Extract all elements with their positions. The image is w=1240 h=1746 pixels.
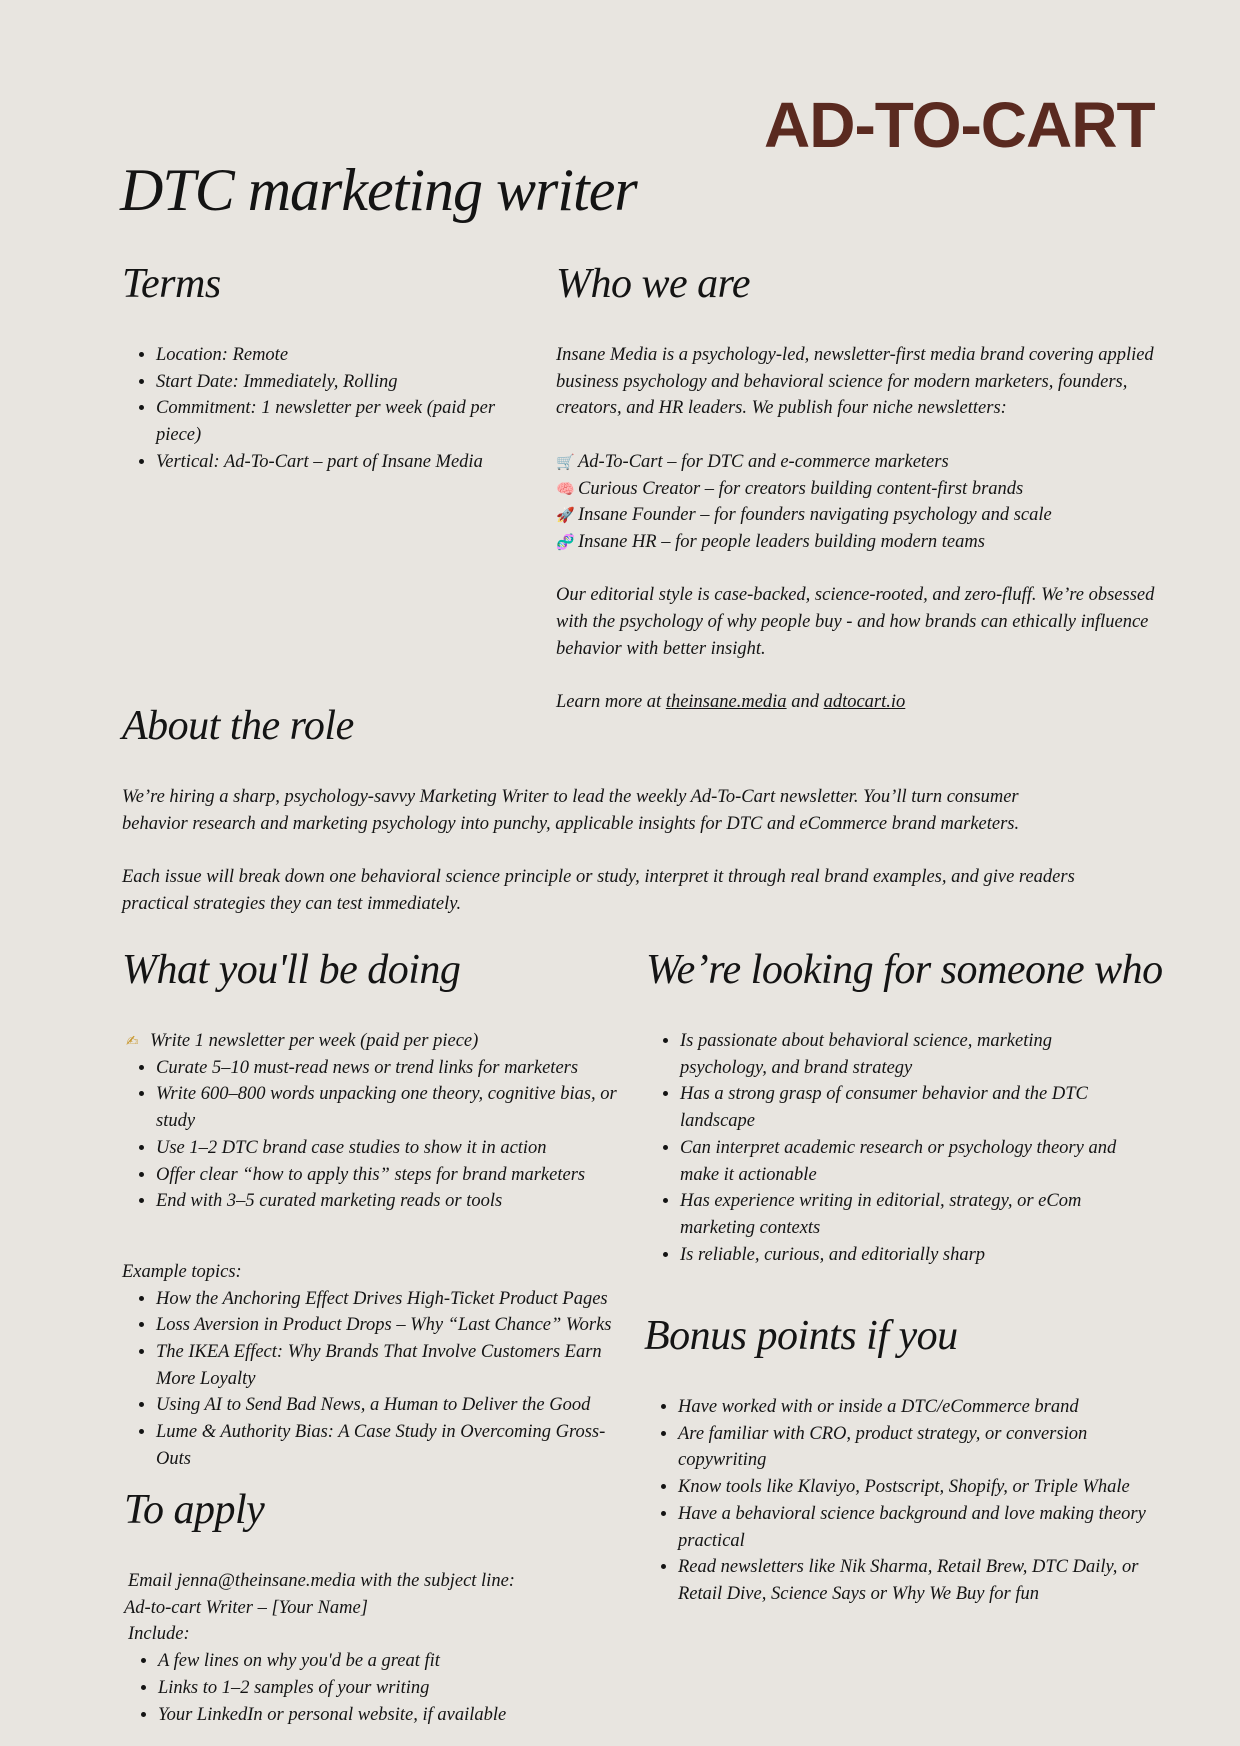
about-paragraph: Each issue will break down one behavioral science principle or study, interpret it through real brand examples, and give readers practical strategies they can test immediately.	[122, 867, 1075, 914]
bonus-item: • Know tools like Klaviyo, Postscript, Shopify, or Triple Whale	[678, 1474, 1148, 1501]
doing-lead-text: Write 1 newsletter per week (paid per piece)	[150, 1031, 479, 1051]
looking-item: • Is reliable, curious, and editorially sharp	[680, 1242, 1120, 1269]
apply-list	[124, 1648, 644, 1728]
about-paragraph: We’re hiring a sharp, psychology-savvy Marketing Writer to lead the weekly Ad-To-Cart newsletter. You’ll turn consumer behavior research and marketing psychology into punchy, applicable insights for DTC and eCommerce brand marketers.	[122, 787, 1020, 834]
bonus-item: • Read newsletters like Nik Sharma, Retail Brew, DTC Daily, or Retail Dive, Science Says or Why We Buy for fun	[678, 1554, 1148, 1607]
rocket-icon: 🚀	[556, 506, 575, 525]
doing-item: • Curate 5–10 must-read news or trend links for marketers	[156, 1055, 622, 1082]
terms-item: • Commitment: 1 newsletter per week (paid per piece)	[156, 395, 542, 448]
doing-list	[122, 1055, 622, 1215]
topic-item: • The IKEA Effect: Why Brands That Involve Customers Earn More Loyalty	[156, 1339, 622, 1392]
about-heading: About the role	[122, 703, 354, 749]
looking-item: • Has a strong grasp of consumer behavior and the DTC landscape	[680, 1081, 1120, 1134]
apply-heading: To apply	[124, 1487, 265, 1533]
doing-item: • Use 1–2 DTC brand case studies to show it in action	[156, 1135, 622, 1162]
topics-label: Example topics:	[122, 1261, 242, 1282]
apply-email-line: Email jenna@theinsane.media with the subject line:	[128, 1571, 515, 1591]
apply-include-label: Include:	[128, 1624, 190, 1645]
terms-heading: Terms	[122, 261, 221, 307]
topic-item: • Loss Aversion in Product Drops – Why “Last Chance” Works	[156, 1312, 622, 1339]
looking-section	[646, 944, 1163, 1268]
terms-item: • Location: Remote	[156, 342, 542, 369]
bonus-list	[644, 1394, 1148, 1608]
topic-item: • How the Anchoring Effect Drives High-Ticket Product Pages	[156, 1286, 622, 1313]
apply-item: • Your LinkedIn or personal website, if available	[158, 1702, 644, 1729]
terms-item: • Vertical: Ad-To-Cart – part of Insane Media	[156, 449, 542, 476]
bonus-heading: Bonus points if you	[644, 1313, 958, 1359]
looking-item: • Is passionate about behavioral science, marketing psychology, and brand strategy	[680, 1028, 1120, 1081]
bonus-item: • Have worked with or inside a DTC/eCommerce brand	[678, 1394, 1148, 1421]
doing-item: • Write 600–800 words unpacking one theory, cognitive bias, or study	[156, 1081, 622, 1134]
doing-item: • End with 3–5 curated marketing reads or tools	[156, 1188, 622, 1215]
apply-item: • A few lines on why you'd be a great fit	[158, 1648, 644, 1675]
doing-lead	[122, 1028, 622, 1055]
doing-item: • Offer clear “how to apply this” steps for brand marketers	[156, 1162, 622, 1189]
apply-section	[124, 1484, 644, 1728]
looking-heading: We’re looking for someone who	[646, 947, 1163, 993]
topic-item: • Lume & Authority Bias: A Case Study in Overcoming Gross-Outs	[156, 1419, 622, 1472]
newsletter-item	[556, 449, 1176, 476]
doing-heading: What you'll be doing	[122, 947, 461, 993]
looking-item: • Has experience writing in editorial, strategy, or eCom marketing contexts	[680, 1188, 1120, 1241]
newsletter-text: Curious Creator – for creators building content-first brands	[578, 478, 1024, 499]
terms-section	[122, 258, 542, 476]
theinsane-media-link[interactable]: theinsane.media	[665, 692, 787, 713]
newsletter-item	[556, 502, 1176, 529]
looking-list	[646, 1028, 1120, 1268]
newsletter-text: Insane HR – for people leaders building modern teams	[578, 531, 985, 552]
apply-subject-line: Ad-to-cart Writer – [Your Name]	[124, 1597, 368, 1618]
adtocart-link[interactable]: adtocart.io	[823, 692, 906, 713]
cart-icon: 🛒	[556, 452, 575, 471]
editorial-style-text: Our editorial style is case-backed, science-rooted, and zero-fluff. We’re obsessed with the psychology of why people buy - and how brands can ethically influence behavior with better insight.	[556, 585, 1155, 659]
who-we-are-intro: Insane Media is a psychology-led, newsletter-first media brand covering applied business psychology and behavioral science for modern marketers, founders, creators, and HR leaders. We publish four niche newsletters:	[556, 345, 1154, 419]
newsletter-item	[556, 529, 1176, 556]
newsletter-text: Ad-To-Cart – for DTC and e-commerce marketers	[578, 451, 949, 472]
brain-icon: 🧠	[556, 479, 575, 498]
about-section	[122, 700, 1082, 918]
bonus-item: • Are familiar with CRO, product strategy, or conversion copywriting	[678, 1421, 1148, 1474]
brand-logo: AD-TO-CART	[764, 89, 1155, 161]
apply-item: • Links to 1–2 samples of your writing	[158, 1675, 644, 1702]
writing-hand-icon: ✍	[126, 1032, 139, 1050]
learn-more-prefix: Learn more at	[556, 692, 666, 713]
newsletter-text: Insane Founder – for founders navigating psychology and scale	[578, 505, 1052, 526]
who-we-are-section	[556, 258, 1176, 716]
topic-item: • Using AI to Send Bad News, a Human to Deliver the Good	[156, 1392, 622, 1419]
newsletter-item	[556, 476, 1176, 503]
looking-item: • Can interpret academic research or psychology theory and make it actionable	[680, 1135, 1120, 1188]
topics-list	[122, 1286, 622, 1473]
learn-more-and: and	[786, 692, 824, 713]
page-title: DTC marketing writer	[120, 157, 637, 223]
terms-item: • Start Date: Immediately, Rolling	[156, 369, 542, 396]
bonus-section	[644, 1310, 1144, 1608]
terms-list	[122, 342, 542, 476]
bonus-item: • Have a behavioral science background and love making theory practical	[678, 1501, 1148, 1554]
doing-section	[122, 944, 622, 1473]
who-we-are-heading: Who we are	[556, 261, 751, 307]
dna-icon: 🧬	[556, 532, 575, 551]
